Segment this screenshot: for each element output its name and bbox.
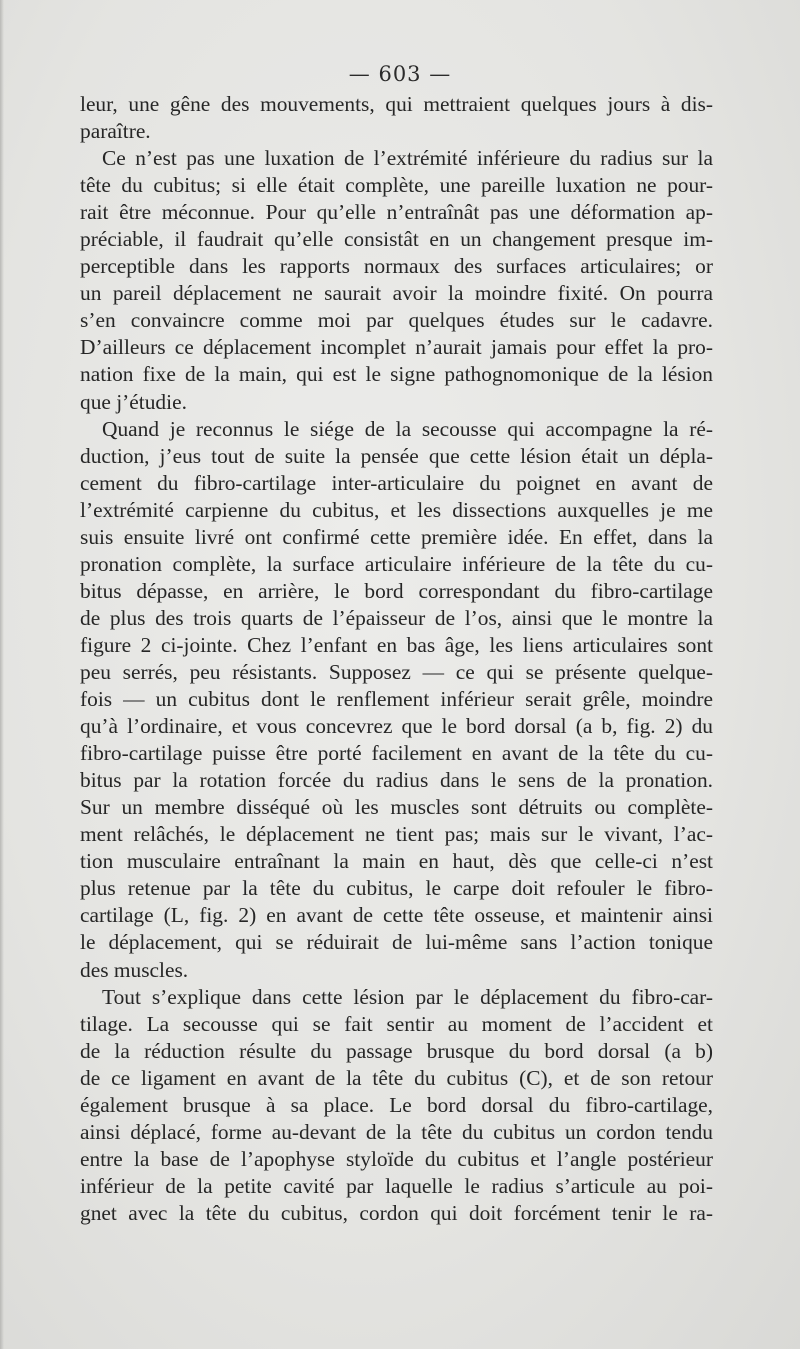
text-line: que j’étudie. xyxy=(80,389,187,414)
text-line: Sur un membre disséqué où les muscles sont détruits ou complète- xyxy=(80,795,713,820)
text-line: de plus des trois quarts de l’épaisseur de l’os, ainsi que le montre la xyxy=(80,605,713,630)
text-line: Quand je reconnus le siége de la secousse qui accompagne la ré- xyxy=(102,416,713,441)
text-line: bitus dépasse, en arrière, le bord correspondant du fibro-cartilage xyxy=(80,578,713,603)
text-line: ainsi déplacé, forme au-devant de la tête du cubitus un cordon tendu xyxy=(80,1119,713,1144)
text-line: Ce n’est pas une luxation de l’extrémité inférieure du radius sur la xyxy=(102,146,713,171)
text-line: s’en convaincre comme moi par quelques études sur le cadavre. xyxy=(80,308,713,333)
text-line: fibro-cartilage puisse être porté facilement en avant de la tête du cu- xyxy=(80,741,713,766)
text-line: figure 2 ci-jointe. Chez l’enfant en bas âge, les liens articulaires sont xyxy=(80,632,713,657)
text-line: duction, j’eus tout de suite la pensée que cette lésion était un dépla- xyxy=(80,443,713,468)
text-line: tion musculaire entraînant la main en haut, dès que celle-ci n’est xyxy=(80,849,713,874)
text-line: bitus par la rotation forcée du radius dans le sens de la pronation. xyxy=(80,768,713,793)
text-line: peu serrés, peu résistants. Supposez — ce qui se présente quelque- xyxy=(80,659,713,684)
text-line: l’extrémité carpienne du cubitus, et les dissections auxquelles je me xyxy=(80,497,713,522)
text-line: le déplacement, qui se réduirait de lui-même sans l’action tonique xyxy=(80,930,713,955)
text-line: D’ailleurs ce déplacement incomplet n’aurait jamais pour effet la pro- xyxy=(80,335,713,360)
page-number: — 603 — xyxy=(348,62,452,86)
text-line: également brusque à sa place. Le bord dorsal du fibro-cartilage, xyxy=(80,1092,713,1117)
text-line: Tout s’explique dans cette lésion par le déplacement du fibro-car- xyxy=(102,984,713,1009)
text-line: de ce ligament en avant de la tête du cubitus (C), et de son retour xyxy=(80,1065,713,1090)
text-line: tilage. La secousse qui se fait sentir au moment de l’accident et xyxy=(80,1011,713,1036)
text-line: tête du cubitus; si elle était complète, une pareille luxation ne pour- xyxy=(80,173,713,198)
text-line: inférieur de la petite cavité par laquelle le radius s’articule au poi- xyxy=(80,1173,713,1198)
text-line: préciable, il faudrait qu’elle consistât en un changement presque im- xyxy=(80,227,713,252)
text-line: gnet avec la tête du cubitus, cordon qui doit forcément tenir le ra- xyxy=(80,1200,713,1225)
body-text xyxy=(80,91,713,1227)
text-line: qu’à l’ordinaire, et vous concevrez que le bord dorsal (a b, fig. 2) du xyxy=(80,714,713,739)
text-line: nation fixe de la main, qui est le signe pathognomonique de la lésion xyxy=(80,362,713,387)
text-line: leur, une gêne des mouvements, qui mettraient quelques jours à dis- xyxy=(80,92,713,116)
text-line: fois — un cubitus dont le renflement inférieur serait grêle, moindre xyxy=(80,687,713,712)
text-line: pronation complète, la surface articulaire inférieure de la tête du cu- xyxy=(80,551,713,576)
text-line: des muscles. xyxy=(80,957,189,982)
text-line: suis ensuite livré ont confirmé cette première idée. En effet, dans la xyxy=(80,524,713,549)
text-line: paraître. xyxy=(80,119,151,144)
text-line: rait être méconnue. Pour qu’elle n’entraînât pas une déformation ap- xyxy=(80,200,713,225)
text-line: cement du fibro-cartilage inter-articulaire du poignet en avant de xyxy=(80,470,713,495)
text-line: un pareil déplacement ne saurait avoir la moindre fixité. On pourra xyxy=(80,281,713,306)
text-line: entre la base de l’apophyse styloïde du cubitus et l’angle postérieur xyxy=(80,1146,713,1171)
text-line: de la réduction résulte du passage brusque du bord dorsal (a b) xyxy=(80,1038,713,1063)
text-line: ment relâchés, le déplacement ne tient pas; mais sur le vivant, l’ac- xyxy=(80,822,713,847)
text-line: plus retenue par la tête du cubitus, le carpe doit refouler le fibro- xyxy=(80,876,713,901)
page-edge-shadow xyxy=(0,0,4,1349)
text-line: perceptible dans les rapports normaux des surfaces articulaires; or xyxy=(80,254,713,279)
text-line: cartilage (L, fig. 2) en avant de cette tête osseuse, et maintenir ainsi xyxy=(80,903,713,928)
